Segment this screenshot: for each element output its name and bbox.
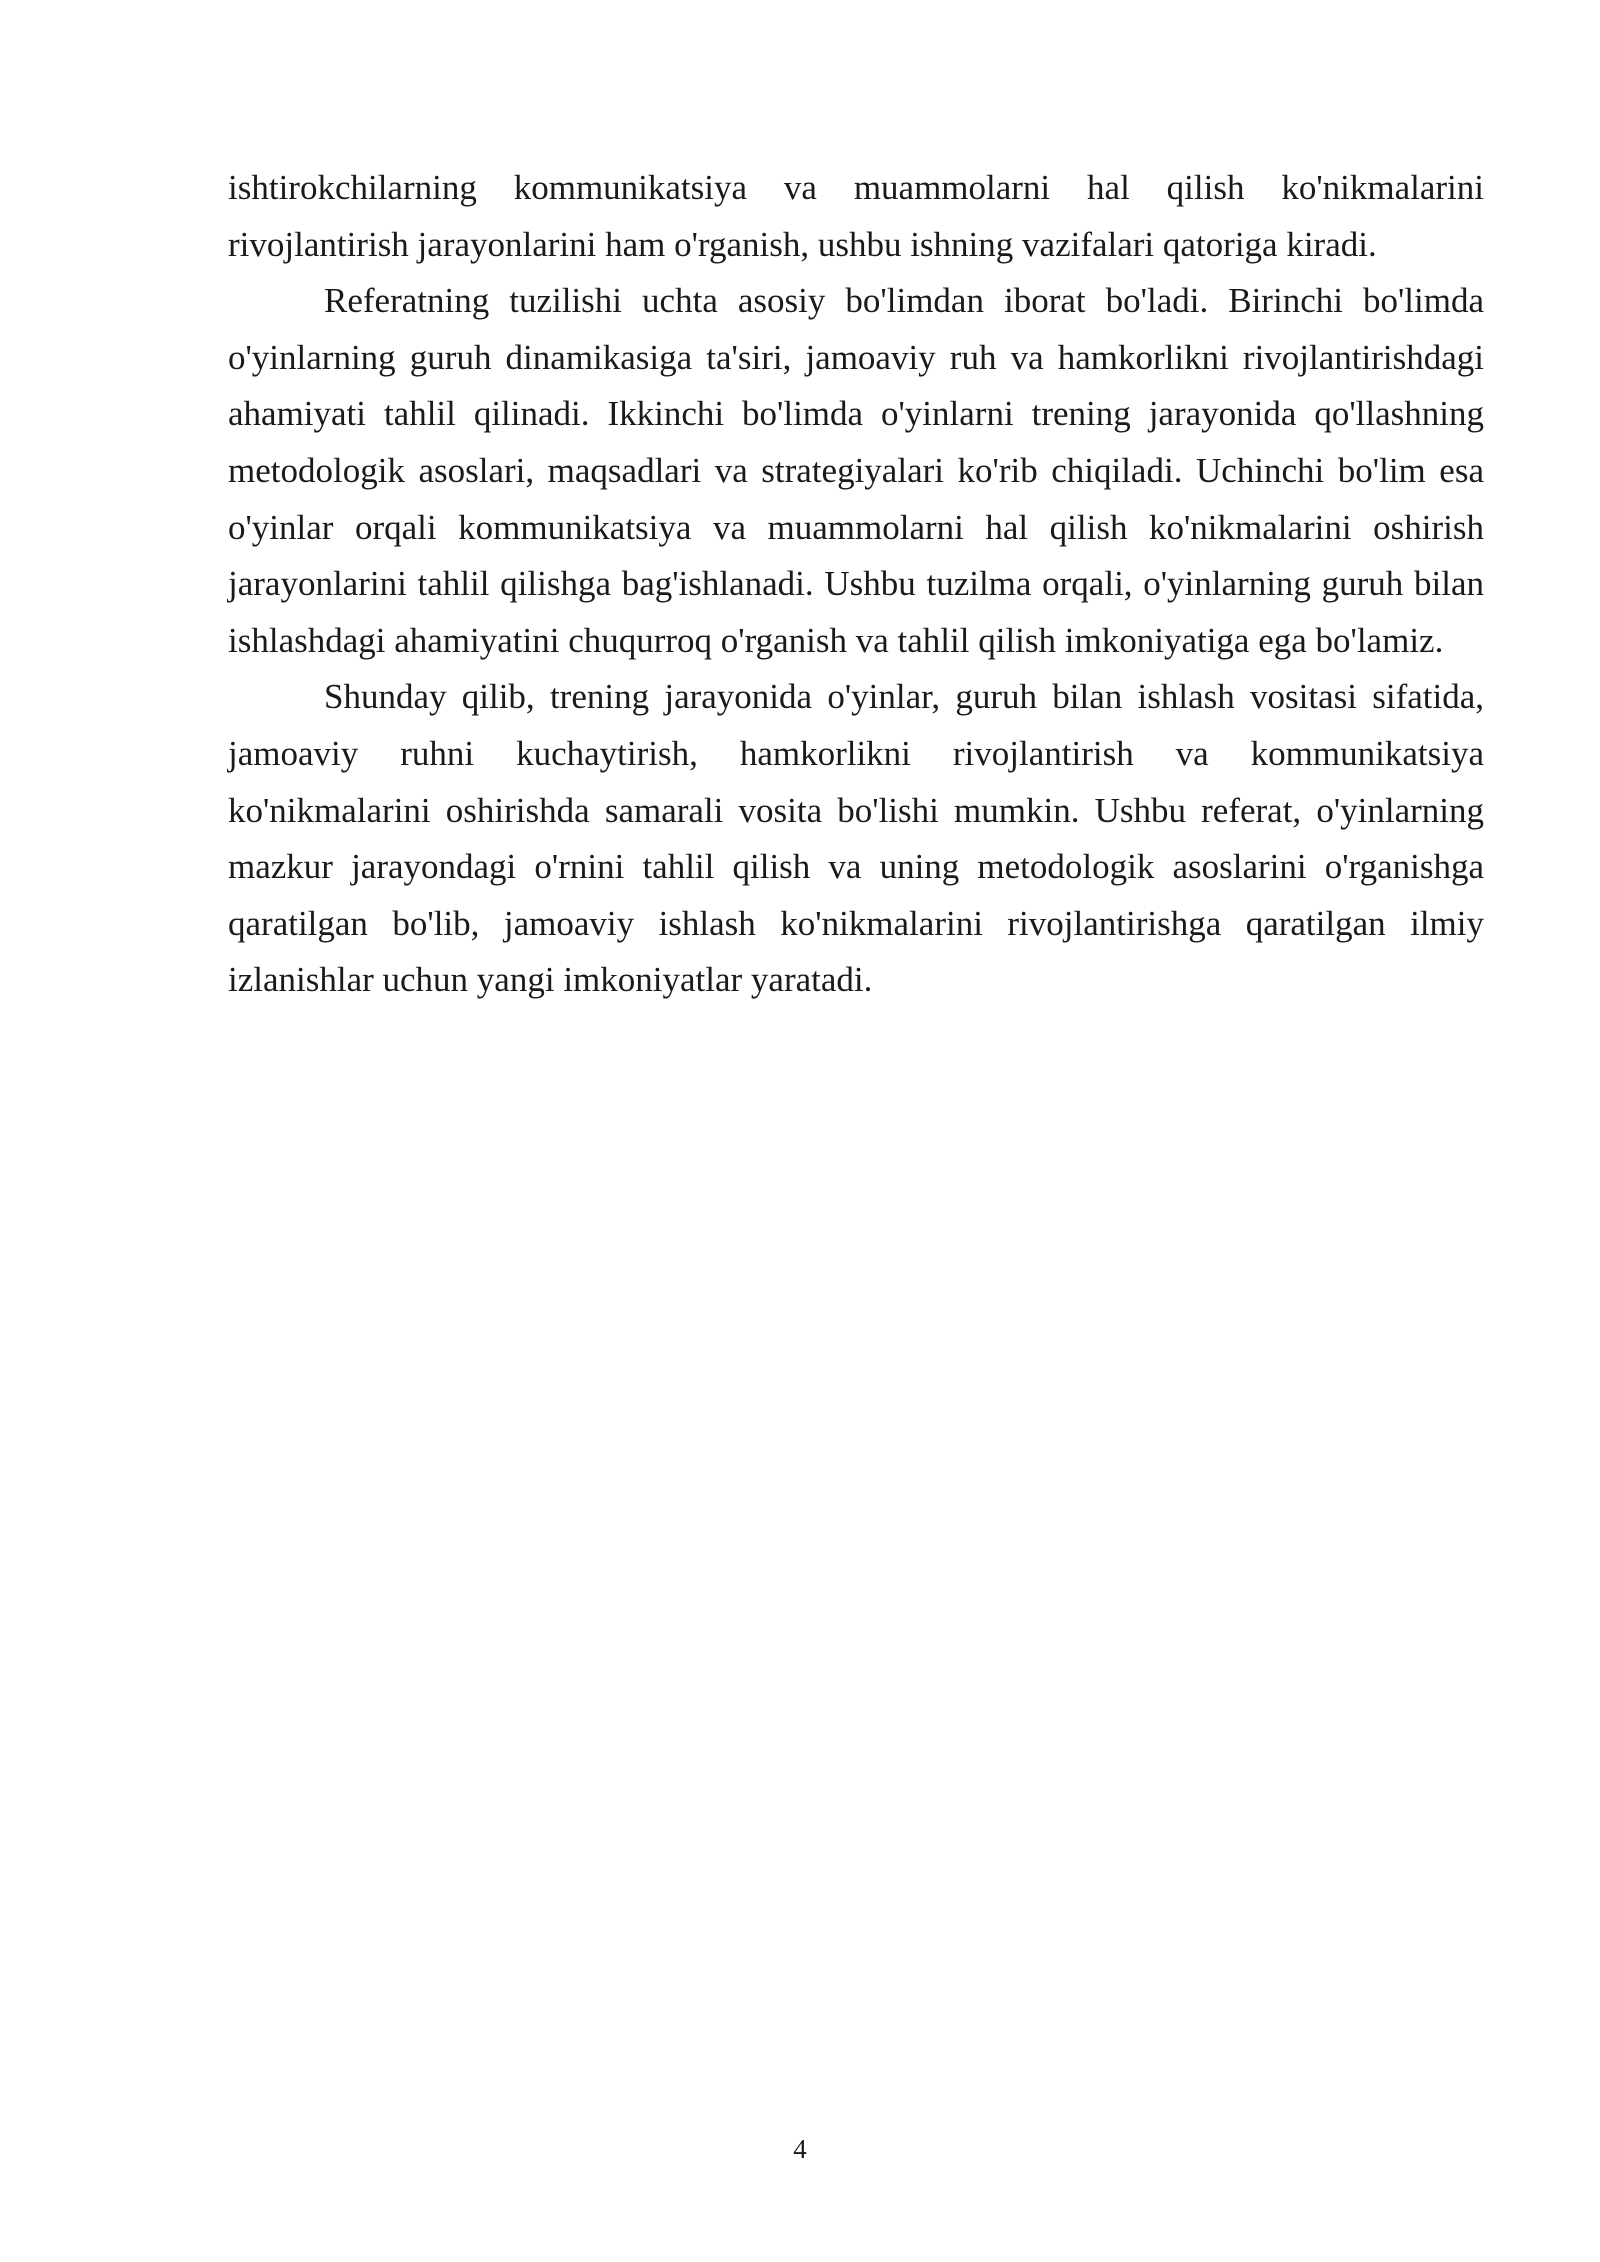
paragraph-structure: Referatning tuzilishi uchta asosiy bo'limdan iborat bo'ladi. Birinchi bo'limda o'yinlarning guruh dinamikasiga ta'siri, jamoaviy ruh va hamkorlikni rivojlantirishdagi ahamiyati tahlil qilinadi. Ikkinchi bo'limda o'yinlarni trening jarayonida qo'llashning metodologik asoslari, maqsadlari va strategiyalari ko'rib chiqiladi. Uchinchi bo'lim esa o'yinlar orqali kommunikatsiya va muammolarni hal qilish ko'nikmalarini oshirish jarayonlarini tahlil qilishga bag'ishlanadi. Ushbu tuzilma orqali, o'yinlarning guruh bilan ishlashdagi ahamiyatini chuqurroq o'rganish va tahlil qilish imkoniyatiga ega bo'lamiz. bbox=[228, 281, 1484, 660]
body-text bbox=[228, 160, 1484, 1009]
page-number: 4 bbox=[793, 2134, 807, 2164]
paragraph-continuation: ishtirokchilarning kommunikatsiya va muammolarni hal qilish ko'nikmalarini rivojlantirish jarayonlarini ham o'rganish, ushbu ishning vazifalari qatoriga kiradi. bbox=[228, 168, 1484, 264]
paragraph-conclusion: Shunday qilib, trening jarayonida o'yinlar, guruh bilan ishlash vositasi sifatida, jamoaviy ruhni kuchaytirish, hamkorlikni rivojlantirish va kommunikatsiya ko'nikmalarini oshirishda samarali vosita bo'lishi mumkin. Ushbu referat, o'yinlarning mazkur jarayondagi o'rnini tahlil qilish va uning metodologik asoslarini o'rganishga qaratilgan bo'lib, jamoaviy ishlash ko'nikmalarini rivojlantirishga qaratilgan ilmiy izlanishlar uchun yangi imkoniyatlar yaratadi. bbox=[228, 677, 1484, 1000]
